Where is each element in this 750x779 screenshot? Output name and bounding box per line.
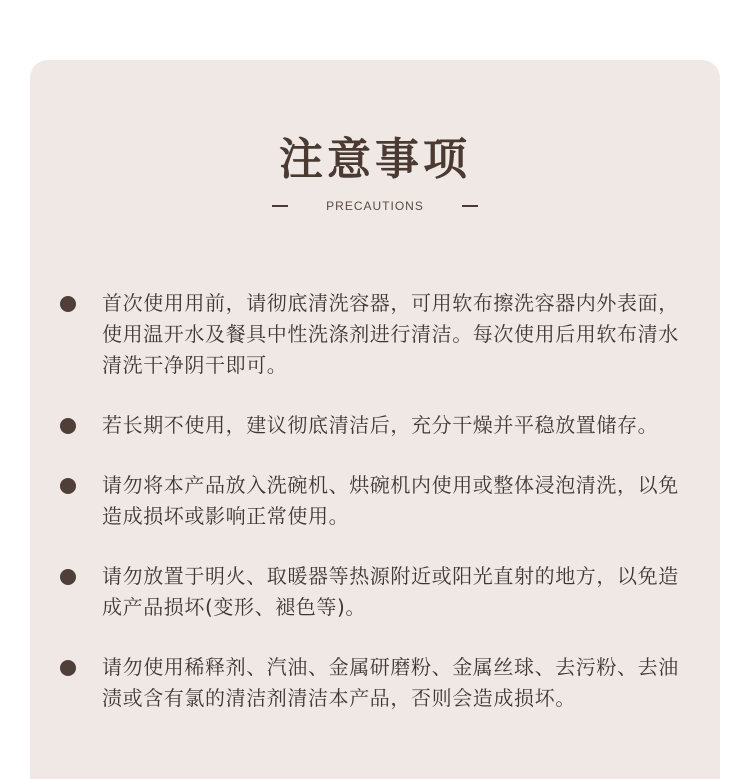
subtitle-row [0, 196, 750, 216]
list-item [60, 470, 690, 532]
bullet-dot-icon [60, 418, 76, 434]
bullet-dot-icon [60, 660, 76, 676]
left-divider-dash [272, 205, 288, 207]
list-item [60, 652, 690, 714]
page-subtitle: PRECAUTIONS [326, 199, 424, 213]
bullet-dot-icon [60, 296, 76, 312]
precaution-text: 请勿放置于明火、取暖器等热源附近或阳光直射的地方，以免造成产品损坏(变形、褪色等)。 [102, 564, 679, 619]
precaution-text: 请勿将本产品放入洗碗机、烘碗机内使用或整体浸泡清洗，以免造成损坏或影响正常使用。 [102, 473, 679, 528]
right-divider-dash [462, 205, 478, 207]
list-item [60, 288, 690, 381]
bullet-dot-icon [60, 478, 76, 494]
page-title: 注意事项 [279, 134, 471, 185]
list-item [60, 410, 690, 441]
list-item [60, 561, 690, 623]
precaution-text: 首次使用用前，请彻底清洗容器，可用软布擦洗容器内外表面，使用温开水及餐具中性洗涤剂进行清洁。每次使用后用软布清水清洗干净阴干即可。 [102, 291, 679, 377]
precautions-list [60, 288, 690, 743]
bullet-dot-icon [60, 569, 76, 585]
precaution-text: 若长期不使用，建议彻底清洁后，充分干燥并平稳放置储存。 [102, 413, 659, 437]
precaution-text: 请勿使用稀释剂、汽油、金属研磨粉、金属丝球、去污粉、去油渍或含有氯的清洁剂清洁本产品，否则会造成损坏。 [102, 655, 679, 710]
